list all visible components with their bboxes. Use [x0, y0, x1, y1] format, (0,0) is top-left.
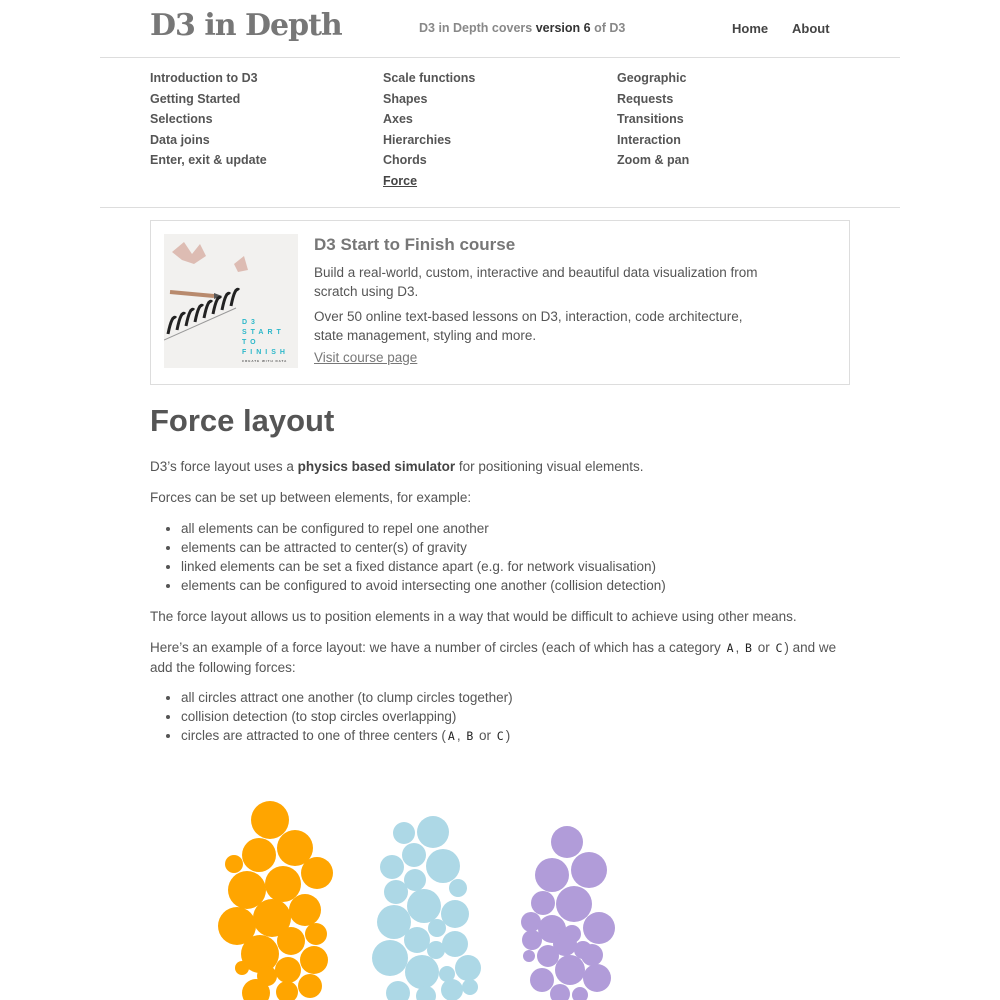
circle-category-b — [442, 931, 468, 957]
circle-category-b — [402, 843, 426, 867]
list-item: • all elements can be configured to repel one another — [181, 519, 841, 538]
p1-bold: physics based simulator — [297, 459, 456, 474]
menu-item-introduction[interactable]: Introduction to D3 — [150, 71, 258, 85]
code-b: B — [466, 729, 474, 743]
menu-divider — [100, 207, 900, 208]
circle-category-b — [404, 869, 426, 891]
circle-category-b — [462, 979, 478, 995]
course-description-1: Build a real-world, custom, interactive and beautiful data visualization from scratch using D3. — [314, 265, 758, 299]
circle-category-c — [522, 930, 542, 950]
menu-item-hierarchies[interactable]: Hierarchies — [383, 132, 452, 147]
version-tagline — [419, 21, 625, 35]
menu-column-2 — [383, 68, 603, 192]
circle-category-c — [537, 945, 559, 967]
li3-comma: , — [456, 728, 465, 743]
circle-category-b — [372, 940, 408, 976]
p4-pre: Here’s an example of a force layout: we have a number of circles (each of which has a category — [150, 640, 725, 655]
menu-item-getting-started[interactable]: Getting Started — [150, 91, 241, 106]
circle-category-b — [441, 979, 463, 1000]
circle-category-a — [265, 866, 301, 902]
tagline-suffix: of D3 — [590, 21, 626, 35]
menu-item-chords[interactable]: Chords — [383, 153, 427, 168]
circle-category-c — [583, 912, 615, 944]
li3-or: or — [475, 728, 495, 743]
course-title: D3 Start to Finish course — [314, 235, 516, 254]
code-a: A — [447, 729, 455, 743]
nav-about-link[interactable]: About — [792, 21, 830, 36]
usage-paragraph: The force layout allows us to position elements in a way that would be difficult to achieve using other means. — [150, 609, 797, 624]
menu-item-force[interactable]: Force — [383, 173, 418, 188]
list-item: • linked elements can be set a fixed distance apart (e.g. for network visualisation) — [181, 557, 841, 576]
p4-comma: , — [735, 640, 744, 655]
circle-category-a — [276, 981, 298, 1000]
list-item: • all circles attract one another (to clump circles together) — [181, 688, 841, 707]
circle-category-c — [572, 987, 588, 1000]
menu-column-3 — [617, 68, 837, 171]
code-a: A — [726, 641, 734, 655]
circle-category-c — [555, 955, 585, 985]
circle-category-b — [417, 816, 449, 848]
circle-category-a — [277, 927, 305, 955]
circle-category-a — [242, 838, 276, 872]
menu-item-interaction[interactable]: Interaction — [617, 132, 681, 147]
menu-item-requests[interactable]: Requests — [617, 91, 674, 106]
site-logo[interactable]: D3 in Depth — [150, 8, 342, 43]
circle-category-c — [551, 826, 583, 858]
circle-category-a — [305, 923, 327, 945]
list-item — [181, 726, 841, 746]
li3-pre: circles are attracted to one of three centers ( — [181, 728, 446, 743]
thumb-title — [242, 318, 289, 364]
circle-category-b — [407, 889, 441, 923]
circle-category-b — [393, 822, 415, 844]
tagline-prefix: D3 in Depth covers — [419, 21, 536, 35]
forces-paragraph: Forces can be set up between elements, for example: — [150, 490, 472, 505]
thumb-caption: CREATE WITH DATA — [242, 359, 288, 363]
circle-category-b — [426, 849, 460, 883]
p4-or: or — [753, 640, 774, 655]
thumb-word-1: D3 — [242, 319, 259, 326]
thumb-word-2: START — [242, 329, 285, 336]
circle-category-c — [523, 950, 535, 962]
page-title: Force layout — [150, 403, 335, 438]
force-layout-chart — [150, 790, 850, 1000]
circle-category-c — [531, 891, 555, 915]
circle-category-a — [275, 957, 301, 983]
menu-item-transitions[interactable]: Transitions — [617, 112, 684, 127]
circle-category-b — [449, 879, 467, 897]
menu-item-zoom-pan[interactable]: Zoom & pan — [617, 153, 690, 168]
code-c: C — [496, 729, 504, 743]
course-page-link[interactable]: Visit course page — [314, 350, 418, 365]
nav-home-link[interactable]: Home — [732, 21, 769, 36]
code-b: B — [745, 641, 752, 655]
example-paragraph — [150, 638, 850, 677]
circle-category-c — [556, 886, 592, 922]
circle-category-a — [289, 894, 321, 926]
header-divider — [100, 57, 900, 58]
list-item: • collision detection (to stop circles overlapping) — [181, 707, 841, 726]
thumb-word-4: FINISH — [242, 349, 289, 356]
course-thumbnail[interactable] — [164, 234, 298, 368]
code-c: C — [775, 641, 783, 655]
circle-category-b — [404, 927, 430, 953]
menu-item-selections[interactable]: Selections — [150, 112, 213, 127]
menu-column-1 — [150, 68, 370, 171]
menu-item-geographic[interactable]: Geographic — [617, 71, 687, 85]
circle-category-b — [380, 855, 404, 879]
menu-item-data-joins[interactable]: Data joins — [150, 132, 210, 147]
intro-paragraph — [150, 457, 850, 476]
p1-post: for positioning visual elements. — [455, 459, 644, 474]
example-forces-list — [150, 688, 841, 746]
circle-category-b — [405, 955, 439, 989]
site-header — [0, 0, 1000, 58]
menu-item-shapes[interactable]: Shapes — [383, 91, 428, 106]
circle-category-c — [571, 852, 607, 888]
circle-category-b — [384, 880, 408, 904]
thumb-word-3: TO — [242, 339, 260, 346]
circle-category-b — [455, 955, 481, 981]
circle-category-c — [550, 984, 570, 1000]
circle-category-b — [386, 981, 410, 1000]
circle-category-c — [583, 964, 611, 992]
menu-item-axes[interactable]: Axes — [383, 112, 413, 127]
circle-category-c — [535, 858, 569, 892]
circle-category-a — [235, 961, 249, 975]
list-item: • elements can be configured to avoid intersecting one another (collision detection) — [181, 576, 841, 595]
p1-pre: D3’s force layout uses a — [150, 459, 298, 474]
li3-post: ) — [505, 728, 511, 743]
circle-category-c — [581, 944, 603, 966]
circle-category-b — [441, 900, 469, 928]
circle-category-a — [298, 974, 322, 998]
list-item: • elements can be attracted to center(s) of gravity — [181, 538, 841, 557]
course-promo-box — [150, 220, 850, 385]
circle-category-b — [427, 941, 445, 959]
forces-list — [150, 519, 841, 595]
p4-post: ) and we add the following forces: — [150, 640, 837, 675]
circle-category-a — [251, 801, 289, 839]
menu-item-scale-functions[interactable]: Scale functions — [383, 71, 476, 85]
tagline-version: version 6 — [535, 21, 591, 35]
menu-item-enter-exit-update[interactable]: Enter, exit & update — [150, 153, 267, 168]
circle-category-a — [300, 946, 328, 974]
course-description-2: Over 50 online text-based lessons on D3, interaction, code architecture, state management, styling and more. — [314, 309, 743, 343]
circle-category-c — [530, 968, 554, 992]
circle-category-a — [225, 855, 243, 873]
circle-category-b — [428, 919, 446, 937]
circle-category-a — [301, 857, 333, 889]
